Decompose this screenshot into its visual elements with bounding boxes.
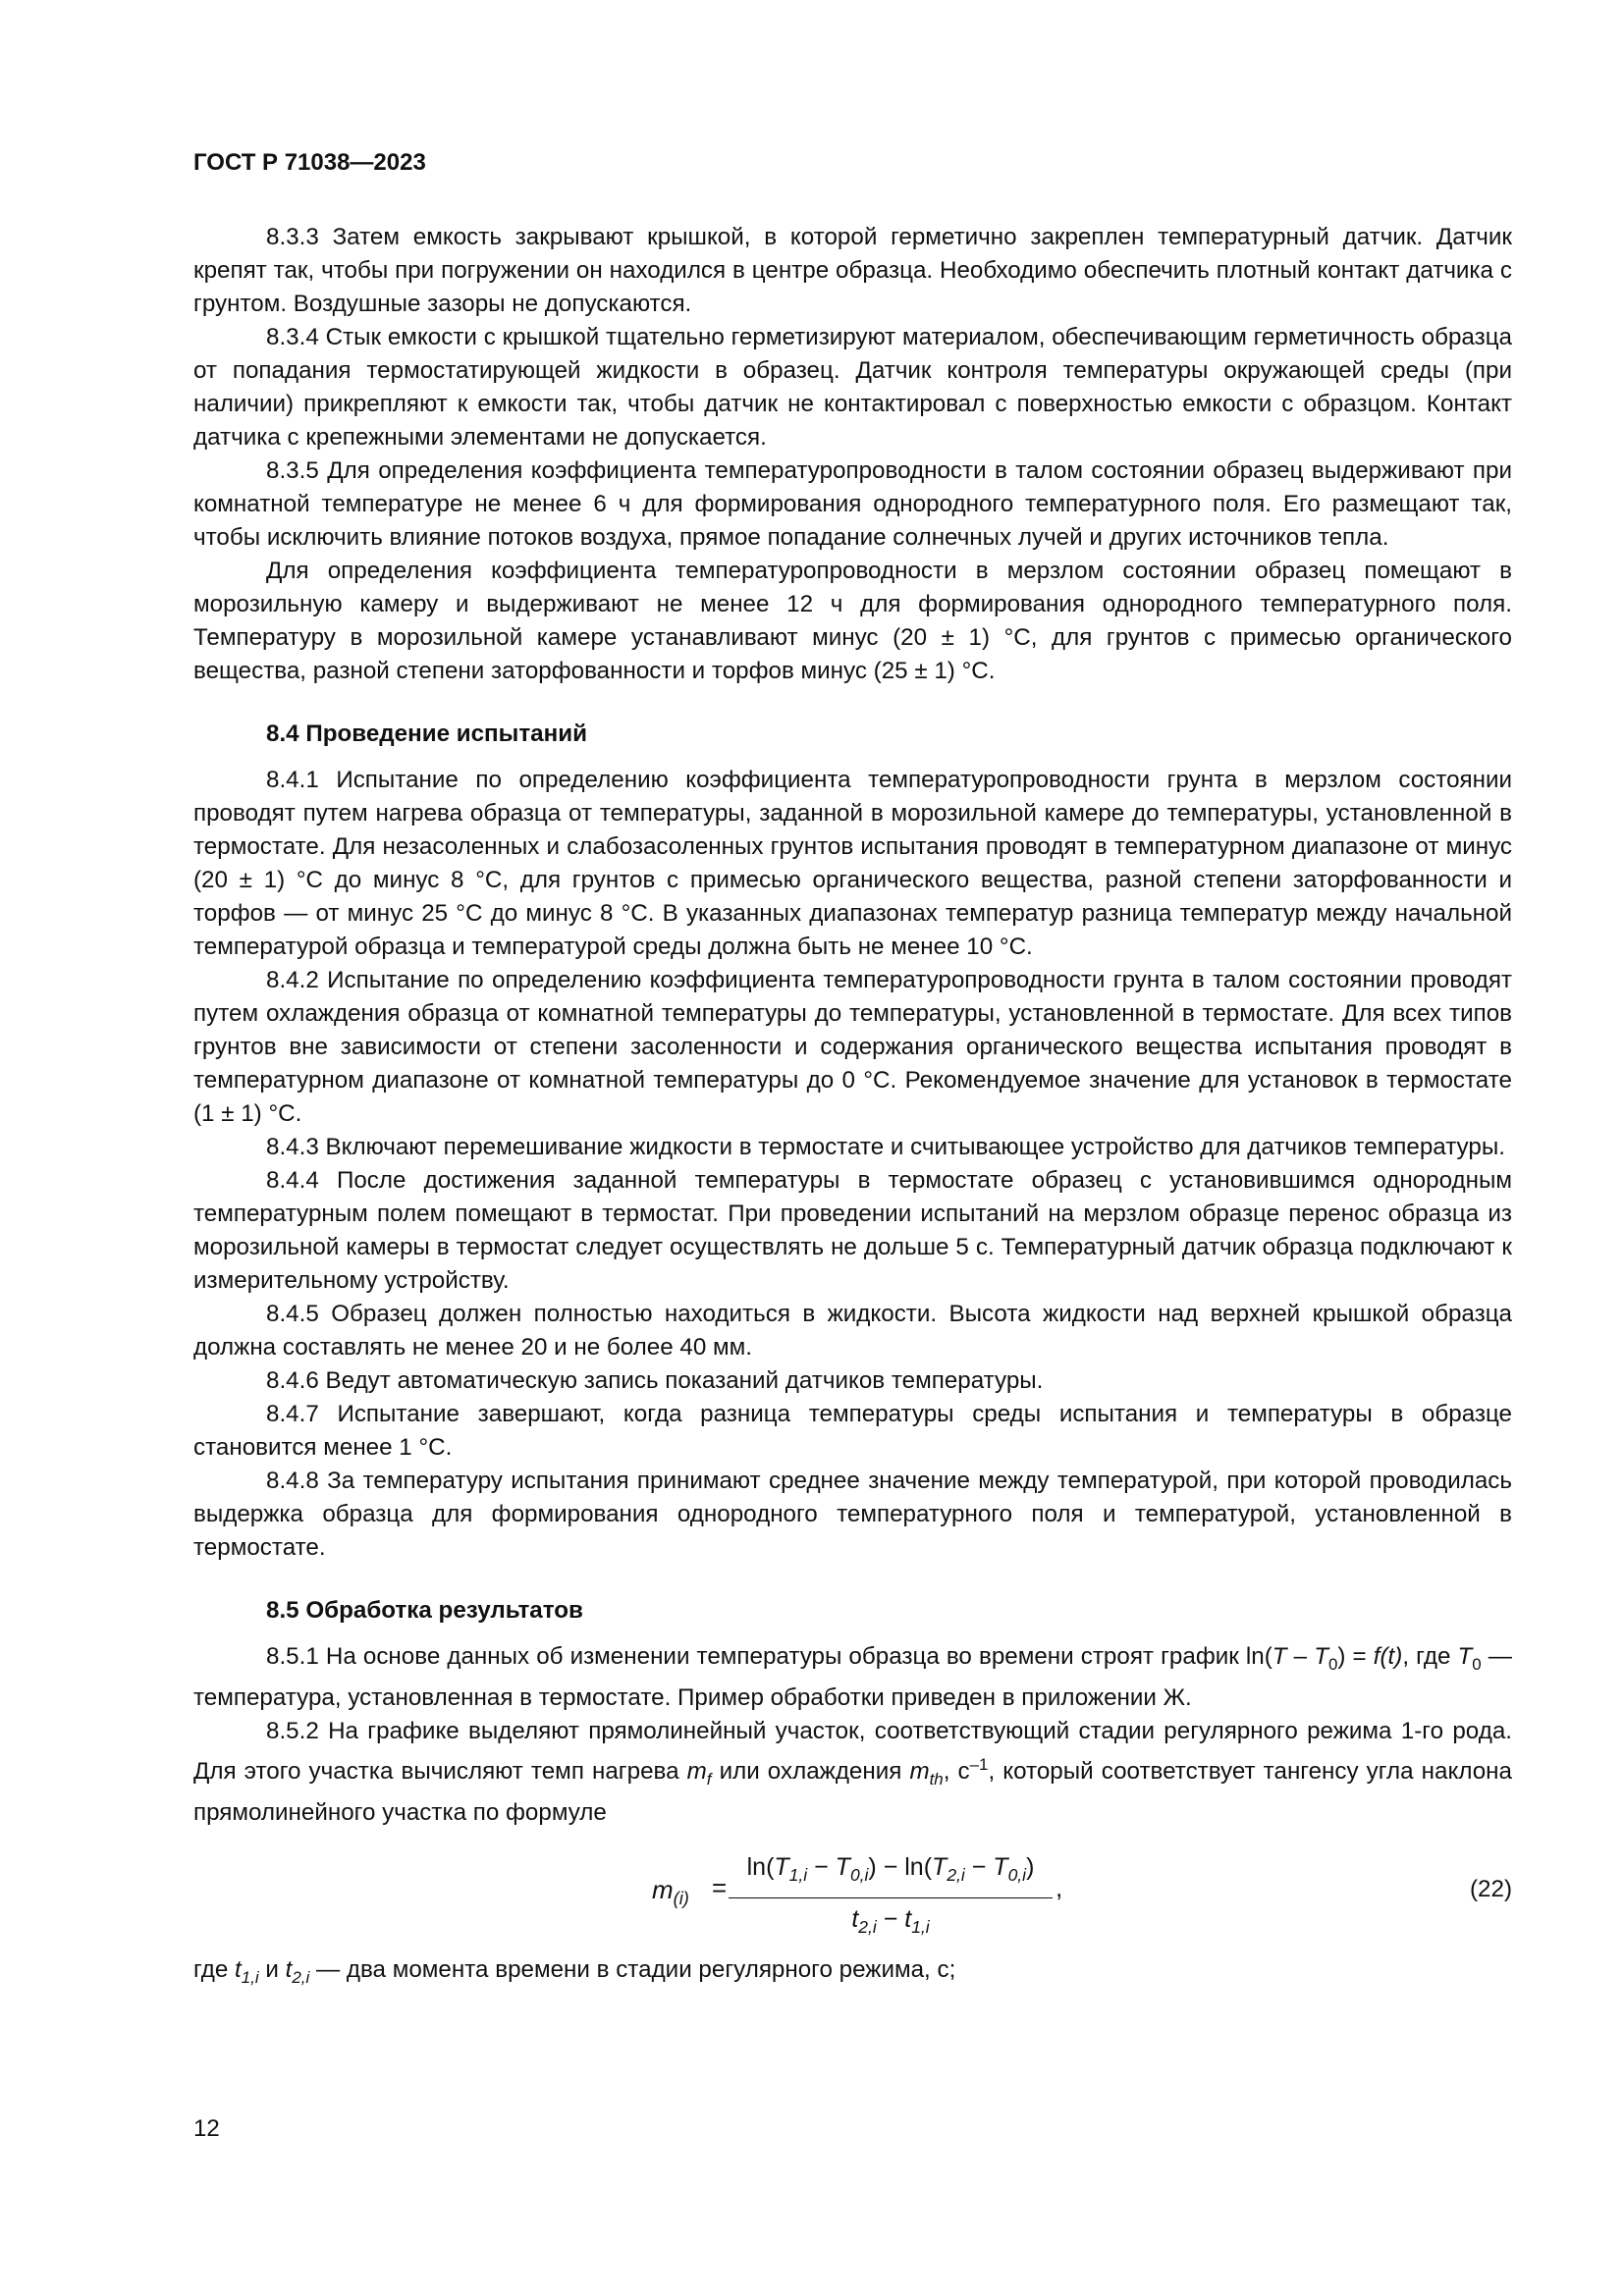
document-body	[193, 221, 1512, 1995]
paragraph-8-4-6: 8.4.6 Ведут автоматическую запись показаний датчиков температуры.	[266, 1367, 1044, 1394]
formula-fraction	[729, 1848, 1053, 1944]
section-heading-8-5: 8.5 Обработка результатов	[266, 1597, 583, 1624]
paragraph-8-3-4: 8.3.4 Стык емкости с крышкой тщательно герметизируют материалом, обеспечивающим герметичность образца от попадания термостатирующей жидкости в образец. Датчик контроля температуры окружающей среды (при наличии) прикрепляют к емкости так, чтобы датчик не контактировал с поверхностью емкости с образцом. Контакт датчика с крепежными элементами не допускается.	[193, 324, 1512, 451]
paragraph-8-4-1: 8.4.1 Испытание по определению коэффициента температуропроводности грунта в мерзлом состоянии проводят путем нагрева образца от температуры, заданной в морозильной камере до температуры, установленной в термостате. Для незасоленных и слабозасоленных грунтов испытания проводят в температурном диапазоне от минус (20 ± 1) °C до минус 8 °C, для грунтов с примесью органического вещества, разной степени заторфованности и торфов — от минус 25 °C до минус 8 °C. В указанных диапазонах температур разница температур между начальной температурой образца и температурой среды должна быть не менее 10 °C.	[193, 767, 1512, 960]
paragraph-8-4-7: 8.4.7 Испытание завершают, когда разница температуры среды испытания и температуры в образце становится менее 1 °C.	[193, 1401, 1512, 1461]
paragraph-8-4-8: 8.4.8 За температуру испытания принимают среднее значение между температурой, при которой проводилась выдержка образца для формирования однородного температурного поля и температурой, установленной в термостате.	[193, 1468, 1512, 1561]
paragraph-8-5-2: 8.5.2 На графике выделяют прямолинейный участок, соответствующий стадии регулярного режима 1-го рода. Для этого участка вычисляют темп нагрева $m_f$ или охлаждения $m_{th}$, $с^{-1}$, который соответствует тангенсу угла наклона прямолинейного участка по формуле	[193, 1718, 1512, 1827]
paragraph-8-5-1: 8.5.1 На основе данных об изменении температуры образца во времени строят график $\ln(T - T_0) = f(t)$, где $T_0$ — температура, установленная в термостате. Пример обработки приведен в приложении Ж.	[193, 1643, 1512, 1711]
formula-lhs: $m_{(i)}$	[652, 1875, 689, 1909]
paragraph-8-4-4: 8.4.4 После достижения заданной температуры в термостате образец с установившимся однородным температурным полем помещают в термостат. При проведении испытаний на мерзлом образце перенос образца из морозильной камеры в термостат следует осуществлять не дольше 5 с. Температурный датчик образца подключают к измерительному устройству.	[193, 1167, 1512, 1294]
paragraph-8-3-5: 8.3.5 Для определения коэффициента температуропроводности в талом состоянии образец выдерживают при комнатной температуре не менее 6 ч для формирования однородного температурного поля. Его размещают так, чтобы исключить влияние потоков воздуха, прямое попадание солнечных лучей и других источников тепла.	[193, 457, 1512, 551]
page-number: 12	[193, 2115, 220, 2142]
paragraph-8-4-5: 8.4.5 Образец должен полностью находиться в жидкости. Высота жидкости над верхней крышкой образца должна составлять не менее 20 и не более 40 мм.	[193, 1301, 1512, 1361]
formula-number: (22)	[1469, 1876, 1512, 1903]
paragraph-8-3-3: 8.3.3 Затем емкость закрывают крышкой, в которой герметично закреплен температурный датчик. Датчик крепят так, чтобы при погружении он находился в центре образца. Необходимо обеспечить плотный контакт датчика с грунтом. Воздушные зазоры не допускаются.	[193, 224, 1512, 317]
document-header: ГОСТ Р 71038—2023	[193, 149, 426, 176]
paragraph-8-4-2: 8.4.2 Испытание по определению коэффициента температуропроводности грунта в талом состоянии проводят путем охлаждения образца от комнатной температуры до температуры, установленной в термостате. Для всех типов грунтов вне зависимости от степени засоленности и содержания органического вещества испытания проводят в температурном диапазоне от комнатной температуры до 0 °C. Рекомендуемое значение для установок в термостате (1 ± 1) °C.	[193, 967, 1512, 1127]
section-heading-8-4: 8.4 Проведение испытаний	[266, 721, 587, 747]
formula-comma: ,	[1056, 1873, 1063, 1903]
formula-equals: =	[712, 1873, 728, 1903]
formula-22	[193, 1843, 1512, 1938]
paragraph-8-4-3: 8.4.3 Включают перемешивание жидкости в термостате и считывающее устройство для датчиков температуры.	[266, 1134, 1505, 1160]
paragraph-8-3-5-frozen: Для определения коэффициента температуропроводности в мерзлом состоянии образец помещают в морозильную камеру и выдерживают не менее 12 ч для формирования однородного температурного поля. Температуру в морозильной камере устанавливают минус (20 ± 1) °C, для грунтов с примесью органического вещества, разной степени заторфованности и торфов минус (25 ± 1) °C.	[193, 558, 1512, 684]
paragraph-where: где $t_{1,i}$ и $t_{2,i}$ — два момента времени в стадии регулярного режима, с;	[193, 1956, 956, 1988]
formula-numerator: $\ln(T_{1,i} - T_{0,i}) - \ln(T_{2,i} - T_{0,i})$	[729, 1848, 1053, 1898]
formula-denominator: $t_{2,i} - t_{1,i}$	[851, 1905, 930, 1938]
